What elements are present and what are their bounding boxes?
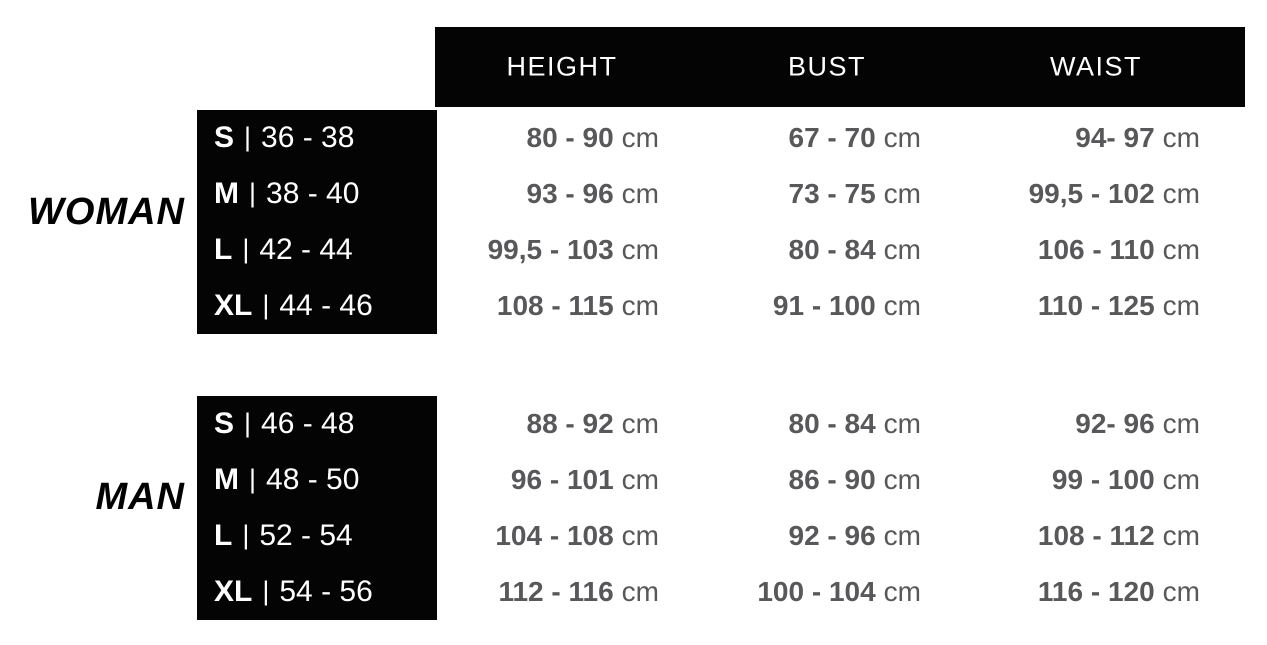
unit-label: cm [883, 408, 921, 439]
value-range: 99 - 100 [1051, 464, 1155, 495]
value-range: 104 - 108 [495, 520, 614, 551]
size-row [197, 452, 437, 508]
size-separator: | [244, 121, 252, 152]
value-cell-waist [941, 166, 1245, 222]
size-separator: | [242, 233, 250, 264]
size-separator: | [262, 289, 270, 320]
unit-label: cm [621, 408, 659, 439]
unit-label: cm [1162, 464, 1200, 495]
value-cell-waist [941, 222, 1245, 278]
value-cell-bust [675, 452, 941, 508]
size-range: 38 - 40 [266, 177, 360, 210]
value-range: 67 - 70 [788, 122, 876, 153]
value-cell-waist [941, 278, 1245, 334]
value-cell-bust [675, 278, 941, 334]
value-range: 80 - 84 [788, 408, 876, 439]
unit-label: cm [621, 178, 659, 209]
size-range: 46 - 48 [261, 407, 355, 440]
value-range: 110 - 125 [1037, 290, 1155, 321]
unit-label: cm [1162, 520, 1200, 551]
size-row [197, 110, 437, 166]
unit-label: cm [1162, 234, 1200, 265]
value-cell-bust [675, 110, 941, 166]
unit-label: cm [883, 234, 921, 265]
unit-label: cm [1162, 290, 1200, 321]
value-range: 112 - 116 [498, 576, 614, 607]
unit-label: cm [621, 576, 659, 607]
value-range: 80 - 84 [788, 234, 876, 265]
value-cell-height [437, 110, 675, 166]
size-separator: | [249, 177, 257, 208]
size-separator: | [244, 407, 252, 438]
unit-label: cm [621, 464, 659, 495]
value-range: 92 - 96 [788, 520, 876, 551]
value-range: 96 - 101 [510, 464, 614, 495]
value-cell-height [437, 564, 675, 620]
size-letter: S [214, 407, 235, 440]
woman-values-grid [437, 110, 1245, 334]
size-range: 54 - 56 [279, 575, 373, 608]
column-header-height: HEIGHT [506, 51, 618, 82]
unit-label: cm [883, 576, 921, 607]
size-range: 48 - 50 [266, 463, 360, 496]
size-row [197, 564, 437, 620]
value-cell-waist [941, 564, 1245, 620]
value-range: 99,5 - 102 [1028, 178, 1155, 209]
value-cell-bust [675, 508, 941, 564]
size-row [197, 222, 437, 278]
size-letter: M [214, 177, 239, 210]
value-cell-waist [941, 396, 1245, 452]
size-separator: | [249, 463, 257, 494]
man-size-box [197, 396, 437, 620]
unit-label: cm [883, 290, 921, 321]
value-cell-bust [675, 222, 941, 278]
man-values-grid [437, 396, 1245, 620]
value-cell-height [437, 508, 675, 564]
unit-label: cm [883, 464, 921, 495]
value-range: 100 - 104 [757, 576, 876, 607]
value-range: 80 - 90 [526, 122, 614, 153]
unit-label: cm [621, 290, 659, 321]
value-cell-bust [675, 564, 941, 620]
value-cell-height [437, 166, 675, 222]
value-range: 93 - 96 [526, 178, 614, 209]
unit-label: cm [1162, 408, 1200, 439]
unit-label: cm [621, 122, 659, 153]
value-cell-height [437, 222, 675, 278]
value-range: 99,5 - 103 [487, 234, 614, 265]
value-range: 86 - 90 [788, 464, 876, 495]
section-label-woman: WOMAN [28, 191, 185, 233]
column-header-bust: BUST [787, 51, 867, 82]
value-cell-height [437, 278, 675, 334]
size-letter: M [214, 463, 239, 496]
size-letter: L [214, 519, 233, 552]
value-range: 88 - 92 [526, 408, 614, 439]
size-row [197, 278, 437, 334]
value-cell-height [437, 452, 675, 508]
value-range: 94- 97 [1075, 122, 1155, 153]
value-cell-waist [941, 508, 1245, 564]
value-range: 108 - 115 [496, 290, 614, 321]
size-range: 36 - 38 [261, 121, 355, 154]
size-letter: S [214, 121, 235, 154]
size-letter: XL [214, 289, 253, 322]
size-letter: L [214, 233, 233, 266]
size-separator: | [262, 575, 270, 606]
value-range: 92- 96 [1075, 408, 1155, 439]
unit-label: cm [621, 234, 659, 265]
value-cell-height [437, 396, 675, 452]
value-range: 91 - 100 [772, 290, 876, 321]
value-range: 108 - 112 [1037, 520, 1155, 551]
size-row [197, 508, 437, 564]
value-cell-waist [941, 452, 1245, 508]
unit-label: cm [1162, 122, 1200, 153]
value-range: 106 - 110 [1037, 234, 1155, 265]
value-cell-bust [675, 166, 941, 222]
unit-label: cm [883, 122, 921, 153]
unit-label: cm [883, 520, 921, 551]
section-label-man: MAN [95, 476, 185, 518]
size-range: 52 - 54 [259, 519, 353, 552]
unit-label: cm [1162, 576, 1200, 607]
column-header-bar [435, 27, 1245, 107]
unit-label: cm [621, 520, 659, 551]
value-cell-bust [675, 396, 941, 452]
size-range: 42 - 44 [259, 233, 353, 266]
value-range: 73 - 75 [788, 178, 876, 209]
size-row [197, 396, 437, 452]
value-range: 116 - 120 [1037, 576, 1155, 607]
unit-label: cm [883, 178, 921, 209]
column-header-waist: WAIST [1050, 51, 1142, 82]
woman-size-box [197, 110, 437, 334]
unit-label: cm [1162, 178, 1200, 209]
size-range: 44 - 46 [279, 289, 373, 322]
size-separator: | [242, 519, 250, 550]
size-row [197, 166, 437, 222]
value-cell-waist [941, 110, 1245, 166]
size-letter: XL [214, 575, 253, 608]
